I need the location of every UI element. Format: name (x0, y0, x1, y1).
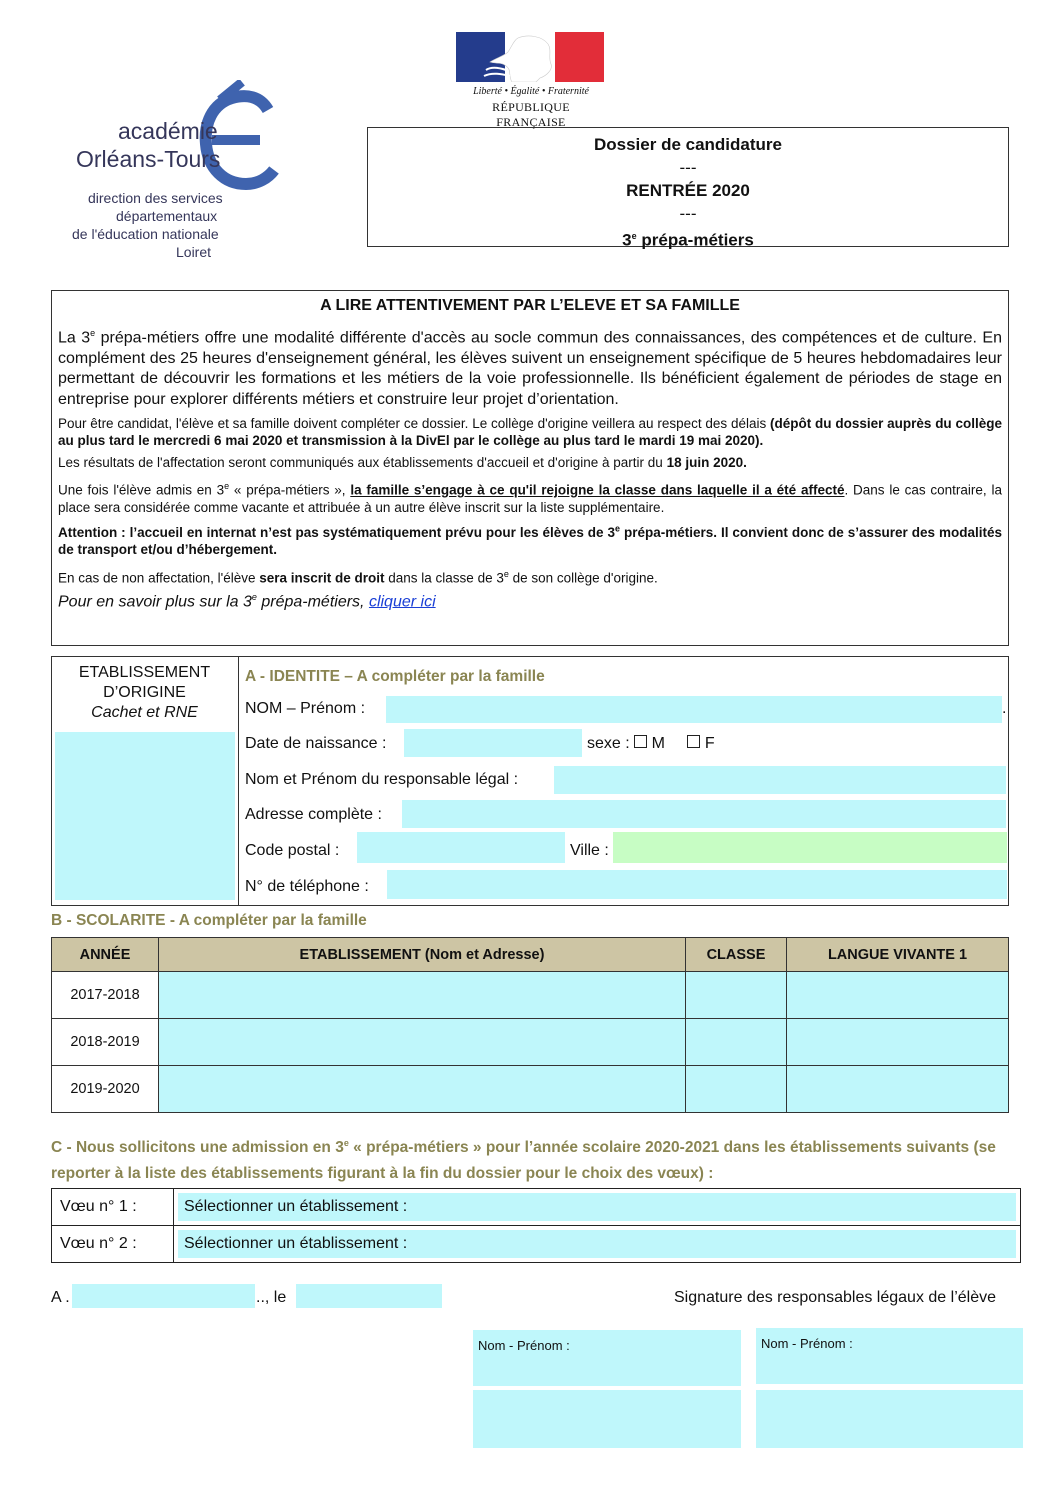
title-line2: RENTRÉE 2020 (626, 181, 750, 200)
etablissement-cell[interactable] (159, 1019, 686, 1066)
scolarite-heading: B - SCOLARITE - A compléter par la famille (51, 912, 367, 929)
read-paragraph-1: La 3e prépa-métiers offre une modalité différente d'accès au socle commun des connaissances, des compétences et de culture. En complément des 25 heures d'enseignement général, les élèves suivent un enseignement spécifique de 5 heures hebdomadaires leur permettant de découvrir les formations et les métiers de la voie professionnelle. Ils bénéficient également de périodes de stage en entreprise pour explorer différents métiers et construire leur projet d’orientation. (58, 328, 1003, 408)
title-separator: --- (679, 158, 697, 177)
annee-cell: 2019-2020 (52, 1066, 159, 1113)
code-postal-field[interactable] (357, 832, 565, 863)
date-field[interactable] (296, 1284, 442, 1308)
title-box (367, 127, 1009, 250)
col-header-langue: LANGUE VIVANTE 1 (787, 938, 1009, 972)
voeux-heading: C - Nous sollicitons une admission en 3e « prépa-métiers » pour l’année scolaire 2020-2021 dans les établissements suivants (se reporter à la liste des établissements figurant à la fin du dossier pour le choix des vœux) : (51, 1138, 996, 1183)
sexe-f-checkbox[interactable] (687, 735, 700, 748)
republique-motto: Liberté • Égalité • Fraternité (473, 86, 589, 97)
langue-cell[interactable] (787, 972, 1009, 1019)
sexe-group: sexe : M F (587, 735, 715, 752)
responsable-2-name-label: Nom - Prénom : (761, 1336, 853, 1351)
academie-dept1: direction des services (88, 190, 223, 206)
title-line3: 3e prépa-métiers (622, 230, 754, 250)
etablissement-cell[interactable] (159, 972, 686, 1019)
voeu-1-label: Vœu n° 1 : (52, 1189, 174, 1226)
adresse-field[interactable] (402, 800, 1006, 828)
classe-cell[interactable] (686, 1019, 787, 1066)
read-attentively-box (51, 290, 1009, 646)
origin-line3: Cachet et RNE (91, 704, 198, 721)
signature-title: Signature des responsables légaux de l’élève (674, 1289, 996, 1306)
nom-label: NOM – Prénom : (245, 700, 366, 717)
origin-stamp-field[interactable] (55, 732, 235, 900)
read-paragraph-3: Les résultats de l'affectation seront communiqués aux établissements d'accueil et d'origine à partir du 18 juin 2020. (58, 455, 747, 471)
voeu-2-cell (174, 1226, 1021, 1263)
col-header-annee: ANNÉE (52, 938, 159, 972)
scolarite-header-row (52, 938, 1009, 972)
telephone-label: N° de téléphone : (245, 878, 369, 895)
read-paragraph-5: Attention : l’accueil en internat n’est pas systématiquement prévu pour les élèves de 3e prépa-métiers. Il convient donc de s’assurer des modalités de transport et/ou d’hébergement. (58, 523, 1002, 558)
sexe-m-checkbox[interactable] (634, 735, 647, 748)
voeu-1-cell (174, 1189, 1021, 1226)
responsable-label: Nom et Prénom du responsable légal : (245, 771, 519, 788)
classe-cell[interactable] (686, 1066, 787, 1113)
cliquer-ici-link[interactable]: cliquer ici (368, 593, 436, 611)
responsable-2-name-field[interactable] (756, 1328, 1023, 1384)
responsable-1-name-field[interactable] (473, 1330, 741, 1386)
identity-heading: A - IDENTITE – A compléter par la famille (245, 668, 545, 685)
annee-cell: 2018-2019 (52, 1019, 159, 1066)
etablissement-cell[interactable] (159, 1066, 686, 1113)
academie-line2: Orléans-Tours (76, 146, 221, 172)
nom-prenom-field[interactable] (386, 696, 1002, 723)
sexe-m-label: M (651, 735, 665, 752)
title-separator-2: --- (679, 204, 697, 223)
ville-label: Ville : (570, 842, 609, 859)
classe-cell[interactable] (686, 972, 787, 1019)
langue-cell[interactable] (787, 1066, 1009, 1113)
lieu-label: A . (51, 1289, 70, 1306)
langue-cell[interactable] (787, 1019, 1009, 1066)
table-row (52, 1066, 1009, 1113)
scolarite-table (51, 937, 1009, 1113)
adresse-label: Adresse complète : (245, 806, 382, 823)
naissance-label: Date de naissance : (245, 735, 387, 752)
read-paragraph-6: En cas de non affectation, l'élève sera inscrit de droit dans la classe de 3e de son collège d'origine. (58, 569, 658, 586)
table-row (52, 1019, 1009, 1066)
read-paragraph-4: Une fois l'élève admis en 3e « prépa-métiers », la famille s’engage à ce qu'il rejoigne la classe dans laquelle il a été affecté. Dans le cas contraire, la place sera considérée comme vacante et attribuée à un autre élève inscrit sur la liste supplémentaire. (58, 481, 1002, 515)
date-label: .., le (256, 1289, 287, 1306)
republique-francaise-flag-logo (456, 32, 604, 82)
academie-dept4: Loiret (176, 244, 212, 260)
voeu-row (52, 1226, 1021, 1263)
responsable-1-name-label: Nom - Prénom : (478, 1338, 570, 1353)
col-header-classe: CLASSE (686, 938, 787, 972)
republique-name: RÉPUBLIQUE FRANÇAISE (492, 100, 570, 129)
voeu-2-select[interactable]: Sélectionner un établissement : (178, 1230, 1016, 1258)
nom-trailing-dot: . (1002, 700, 1007, 717)
col-header-etablissement: ETABLISSEMENT (Nom et Adresse) (159, 938, 686, 972)
telephone-field[interactable] (387, 870, 1007, 899)
naissance-field[interactable] (404, 729, 582, 757)
origin-line1: ETABLISSEMENT (78, 664, 211, 681)
title-line1: Dossier de candidature (593, 135, 782, 154)
voeux-table (51, 1188, 1021, 1263)
table-row (52, 972, 1009, 1019)
academie-line1: académie (118, 118, 218, 144)
sexe-f-label: F (704, 735, 715, 752)
academie-dept2: départementaux (116, 208, 218, 224)
read-heading: A LIRE ATTENTIVEMENT PAR L’ELEVE ET SA FAMILLE (320, 297, 740, 314)
responsable-1-signature-field[interactable] (473, 1390, 741, 1448)
responsable-2-signature-field[interactable] (756, 1390, 1023, 1448)
lieu-field[interactable] (72, 1284, 255, 1308)
code-postal-label: Code postal : (245, 842, 340, 859)
annee-cell: 2017-2018 (52, 972, 159, 1019)
read-more-line: Pour en savoir plus sur la 3e prépa-métiers, cliquer ici (58, 591, 436, 611)
voeu-row (52, 1189, 1021, 1226)
ville-field[interactable] (613, 832, 1007, 863)
read-paragraph-2: Pour être candidat, l'élève et sa famille doivent compléter ce dossier. Le collège d'origine veillera au respect des délais (dépôt du dossier auprès du collège au plus tard le mercredi 6 mai 2020 et transmission à la DivEl par le collège au plus tard le mardi 19 mai 2020). (58, 416, 1002, 449)
academie-logo (60, 80, 290, 270)
academie-dept3: de l'éducation nationale (72, 226, 219, 242)
voeu-2-label: Vœu n° 2 : (52, 1226, 174, 1263)
origin-line2: D’ORIGINE (103, 684, 186, 701)
responsable-field[interactable] (554, 766, 1006, 794)
voeu-1-select[interactable]: Sélectionner un établissement : (178, 1193, 1016, 1221)
